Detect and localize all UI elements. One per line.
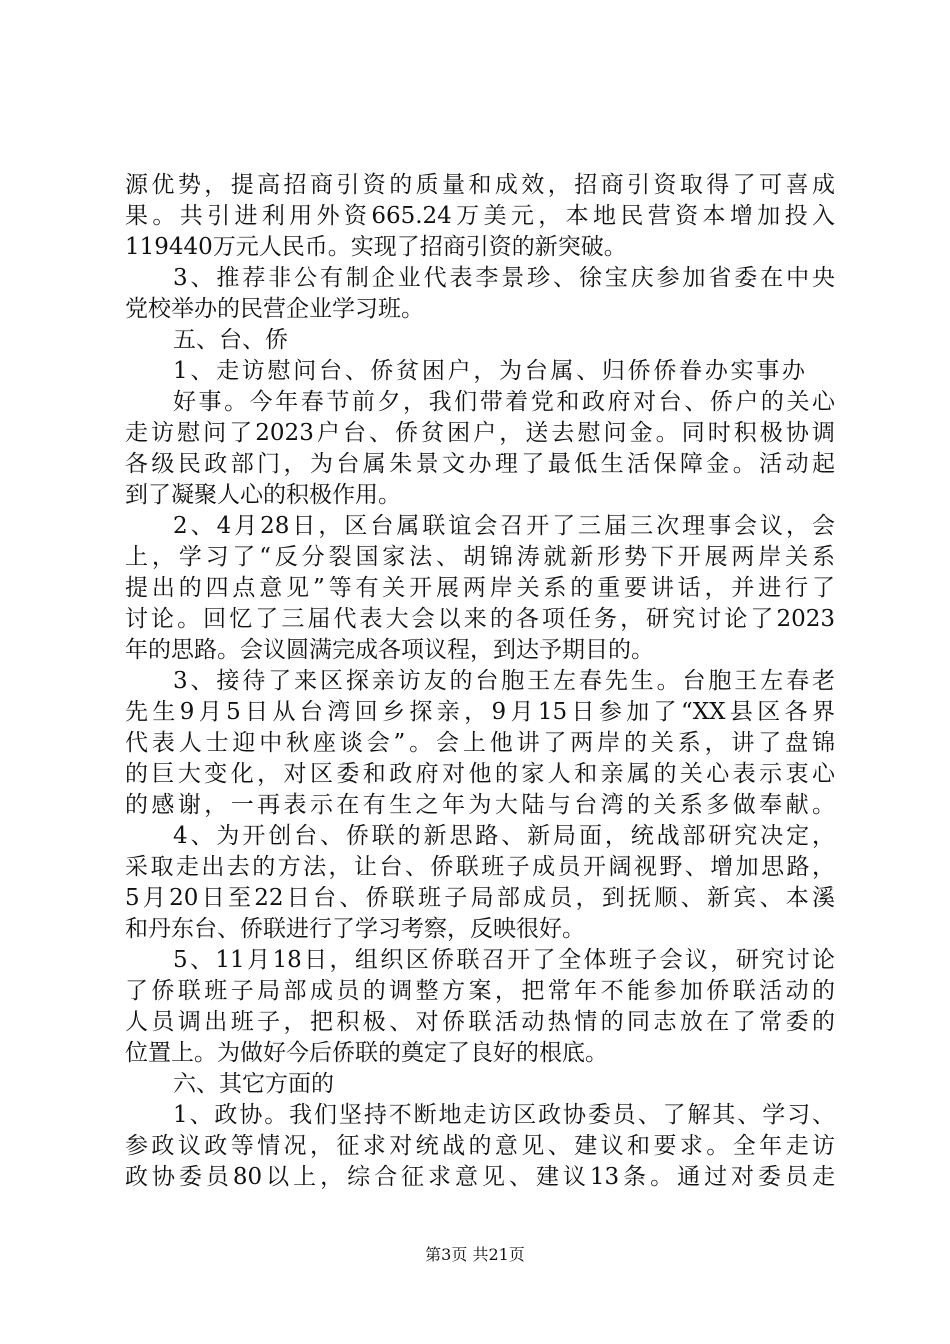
- text-line: 人员调出班子，把积极、对侨联活动热情的同志放在了常委的: [125, 1009, 835, 1035]
- text-line: 政协委员80以上，综合征求意见、建议13条。通过对委员走: [125, 1164, 835, 1190]
- text-line: 各级民政部门，为台属朱景文办理了最低生活保障金。活动起: [125, 451, 835, 477]
- text-line: 119440万元人民币。实现了招商引资的新突破。: [125, 234, 627, 260]
- text-line: 的感谢，一再表示在有生之年为大陆与台湾的关系多做奉献。: [125, 792, 835, 818]
- text-line: 4、为开创台、侨联的新思路、新局面，统战部研究决定，: [173, 823, 835, 849]
- text-line: 讨论。回忆了三届代表大会以来的各项任务，研究讨论了2023: [125, 606, 835, 632]
- text-line: 好事。今年春节前夕，我们带着党和政府对台、侨户的关心: [173, 389, 835, 415]
- text-line: 位置上。为做好今后侨联的奠定了良好的根底。: [125, 1040, 608, 1066]
- section-heading: 六、其它方面的: [173, 1071, 334, 1097]
- text-line: 上，学习了“反分裂国家法、胡锦涛就新形势下开展两岸关系: [125, 544, 835, 570]
- text-line: 1、走访慰问台、侨贫困户，为台属、归侨侨眷办实事办: [173, 358, 805, 384]
- text-line: 提出的四点意见”等有关开展两岸关系的重要讲话，并进行了: [125, 575, 835, 601]
- text-line: 到了凝聚人心的积极作用。: [125, 482, 401, 508]
- text-line: 5月20日至22日台、侨联班子局部成员，到抚顺、新宾、本溪: [125, 885, 835, 911]
- text-line: 和丹东台、侨联进行了学习考察，反映很好。: [125, 916, 585, 942]
- text-line: 源优势，提高招商引资的质量和成效，招商引资取得了可喜成: [125, 172, 835, 198]
- page-footer: 第3页 共21页: [425, 1245, 525, 1264]
- text-line: 参政议政等情况，征求对统战的意见、建议和要求。全年走访: [125, 1133, 835, 1159]
- text-line: 5、11月18日，组织区侨联召开了全体班子会议，研究讨论: [173, 947, 835, 973]
- section-heading: 五、台、侨: [173, 327, 288, 353]
- text-line: 先生9月5日从台湾回乡探亲，9月15日参加了“XX县区各界: [125, 699, 835, 725]
- text-line: 1、政协。我们坚持不断地走访区政协委员、了解其、学习、: [173, 1102, 835, 1128]
- text-line: 2、4月28日，区台属联谊会召开了三届三次理事会议，会: [173, 513, 835, 539]
- text-line: 3、推荐非公有制企业代表李景珍、徐宝庆参加省委在中央: [173, 265, 835, 291]
- text-line: 3、接待了来区探亲访友的台胞王左春先生。台胞王左春老: [173, 668, 835, 694]
- text-line: 了侨联班子局部成员的调整方案，把常年不能参加侨联活动的: [125, 978, 835, 1004]
- text-line: 采取走出去的方法，让台、侨联班子成员开阔视野、增加思路，: [125, 854, 835, 880]
- text-line: 走访慰问了2023户台、侨贫困户，送去慰问金。同时积极协调: [125, 420, 835, 446]
- text-line: 的巨大变化，对区委和政府对他的家人和亲属的关心表示衷心: [125, 761, 835, 787]
- text-line: 果。共引进利用外资665.24万美元，本地民营资本增加投入: [125, 203, 835, 229]
- text-line: 年的思路。会议圆满完成各项议程，到达予期目的。: [125, 637, 654, 663]
- text-line: 代表人士迎中秋座谈会”。会上他讲了两岸的关系，讲了盘锦: [125, 730, 835, 756]
- text-line: 党校举办的民营企业学习班。: [125, 296, 424, 322]
